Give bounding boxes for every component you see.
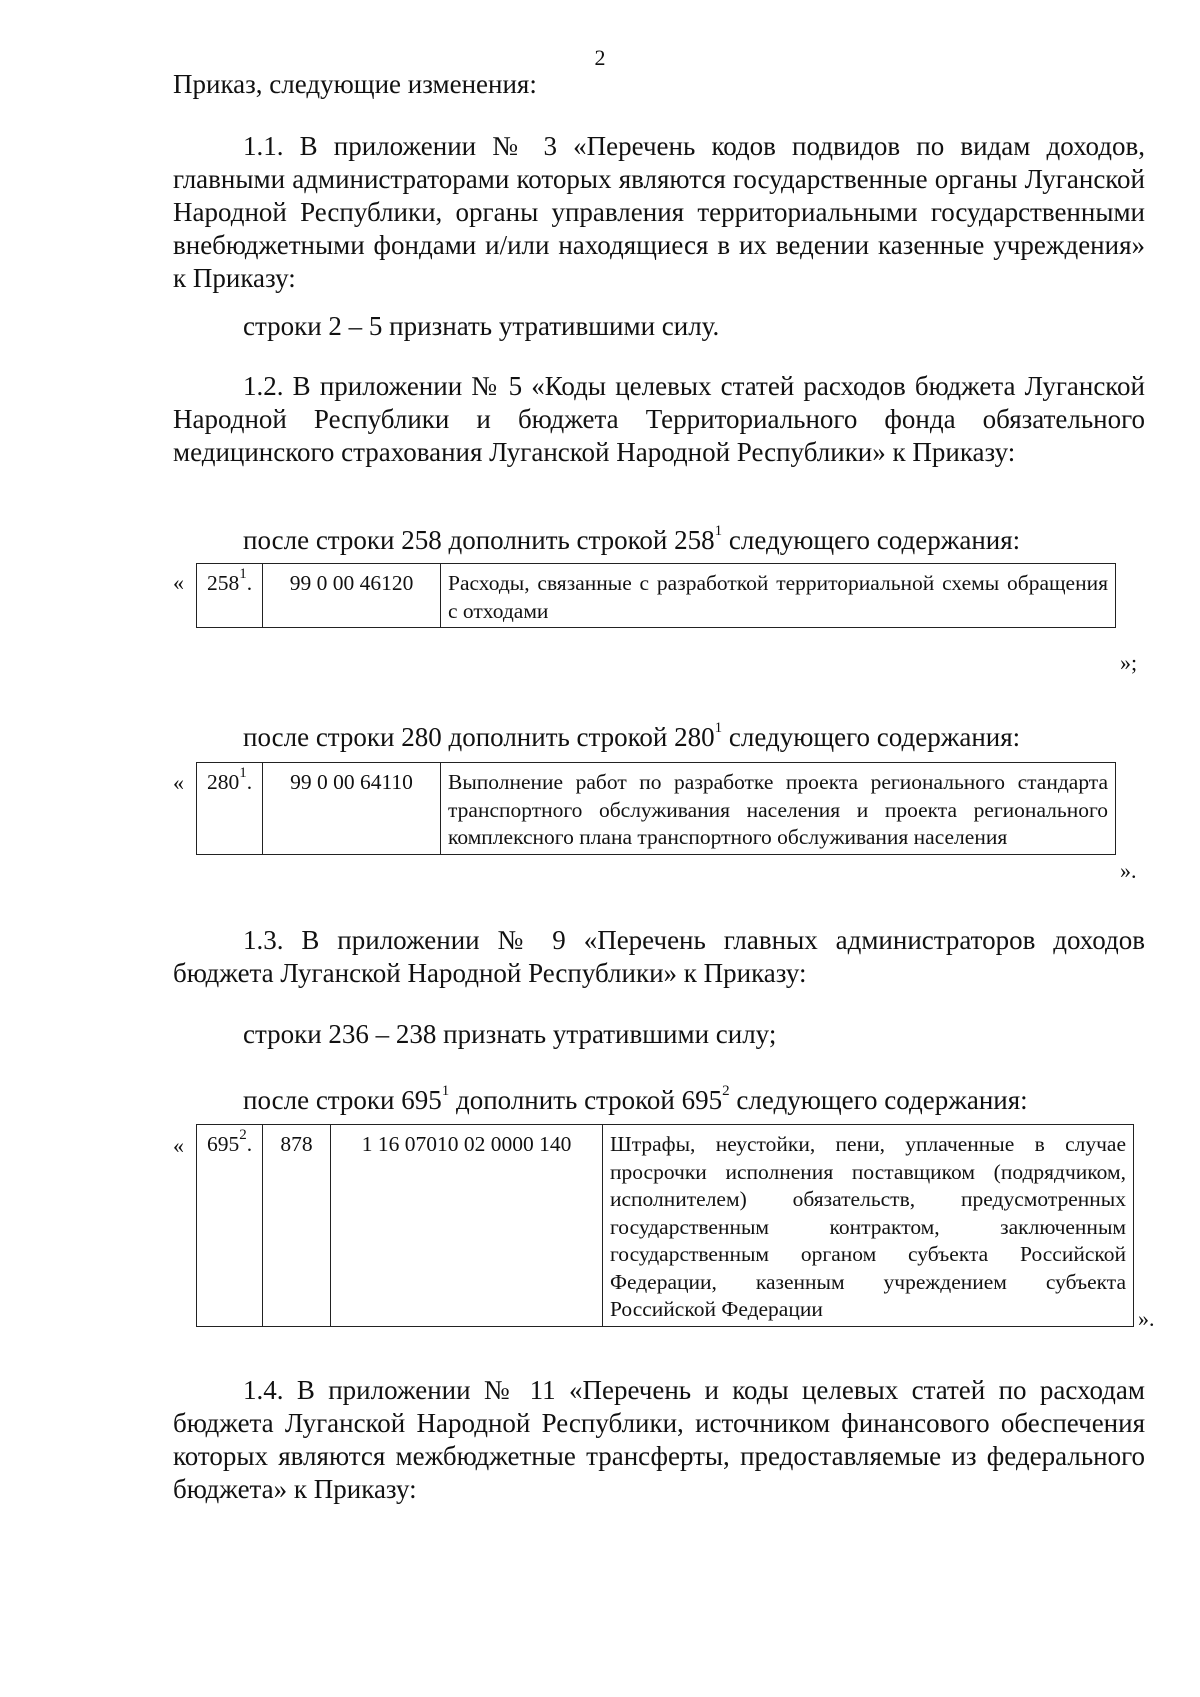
code-cell: 99 0 00 64110 xyxy=(263,763,441,855)
close-quote: ». xyxy=(1138,1306,1155,1331)
close-quote: »; xyxy=(1120,650,1138,675)
heading-text: дополнить строкой 695 xyxy=(449,1085,723,1115)
name-cell: Расходы, связанные с разработкой территориальной схемы обращения с отходами xyxy=(441,564,1116,628)
page-number: 2 xyxy=(594,45,606,70)
row-number: 258 xyxy=(206,571,240,595)
heading-text: после строки 258 дополнить строкой 258 xyxy=(243,525,715,555)
row-number-cell xyxy=(197,763,263,855)
row-number-superscript: 1 xyxy=(239,764,247,781)
table-row xyxy=(197,1125,1134,1327)
heading-superscript: 1 xyxy=(714,720,723,736)
row-number-cell xyxy=(197,564,263,628)
heading-superscript: 1 xyxy=(441,1083,450,1099)
intro-text: Приказ, следующие изменения: xyxy=(173,69,537,99)
code-cell: 99 0 00 46120 xyxy=(263,564,441,628)
open-quote: « xyxy=(173,1133,184,1158)
table-row xyxy=(197,564,1116,628)
name-cell: Штрафы, неустойки, пени, уплаченные в случае просрочки исполнения поставщиком (подрядчиком, исполнителем) обязательств, предусмотренных государственным контрактом, заключенным государственным органом субъекта Российской Федерации, казенным учреждением субъекта Российской Федерации xyxy=(603,1125,1134,1327)
heading-text: после строки 280 дополнить строкой 280 xyxy=(243,722,715,752)
item-1-2-add-1-heading xyxy=(243,524,1145,557)
heading-text: следующего содержания: xyxy=(722,525,1021,555)
row-number-dot: . xyxy=(246,571,253,595)
item-1-3-add-heading xyxy=(243,1084,1145,1117)
row-280-1-table xyxy=(196,762,1116,855)
name-cell: Выполнение работ по разработке проекта регионального стандарта транспортного обслуживания населения и проекта регионального комплексного плана транспортного обслуживания населения xyxy=(441,763,1116,855)
open-quote: « xyxy=(173,770,184,795)
heading-text: следующего содержания: xyxy=(722,722,1021,752)
admin-code-cell: 878 xyxy=(263,1125,331,1327)
row-number-superscript: 2 xyxy=(239,1126,247,1143)
row-number-dot: . xyxy=(246,1132,253,1156)
row-258-1-table xyxy=(196,563,1116,628)
item-1-4-text: 1.4. В приложении № 11 «Перечень и коды целевых статей по расходам бюджета Луганской Народной Республики, источником финансового обеспечения которых являются межбюджетные трансферты, предоставляемые из федерального бюджета» к Приказу: xyxy=(173,1375,1145,1504)
item-1-1-change: строки 2 – 5 признать утратившими силу. xyxy=(243,311,720,341)
close-quote: ». xyxy=(1120,858,1137,883)
row-number: 280 xyxy=(206,770,240,794)
item-1-1-text: 1.1. В приложении № 3 «Перечень кодов подвидов по видам доходов, главными администраторами которых являются государственные органы Луганской Народной Республики, органы управления территориальными государственными внебюджетными фондами и/или находящиеся в их ведении казенные учреждения» к Приказу: xyxy=(173,131,1145,293)
row-number-dot: . xyxy=(246,770,253,794)
open-quote: « xyxy=(173,570,184,595)
row-number: 695 xyxy=(206,1132,240,1156)
item-1-2-add-2-heading xyxy=(243,721,1145,754)
heading-superscript: 2 xyxy=(722,1083,730,1099)
code-cell: 1 16 07010 02 0000 140 xyxy=(331,1125,603,1327)
row-number-superscript: 1 xyxy=(239,565,247,582)
heading-superscript: 1 xyxy=(714,523,723,539)
heading-text: после строки 695 xyxy=(243,1085,442,1115)
row-number-cell xyxy=(197,1125,263,1327)
table-row xyxy=(197,763,1116,855)
item-1-3-text: 1.3. В приложении № 9 «Перечень главных администраторов доходов бюджета Луганской Народной Республики» к Приказу: xyxy=(173,925,1145,988)
item-1-2-text: 1.2. В приложении № 5 «Коды целевых статей расходов бюджета Луганской Народной Республики и бюджета Территориального фонда обязательного медицинского страхования Луганской Народной Республики» к Приказу: xyxy=(173,371,1145,467)
heading-text: следующего содержания: xyxy=(729,1085,1028,1115)
item-1-3-change: строки 236 – 238 признать утратившими силу; xyxy=(243,1019,777,1049)
row-695-2-table xyxy=(196,1124,1134,1327)
